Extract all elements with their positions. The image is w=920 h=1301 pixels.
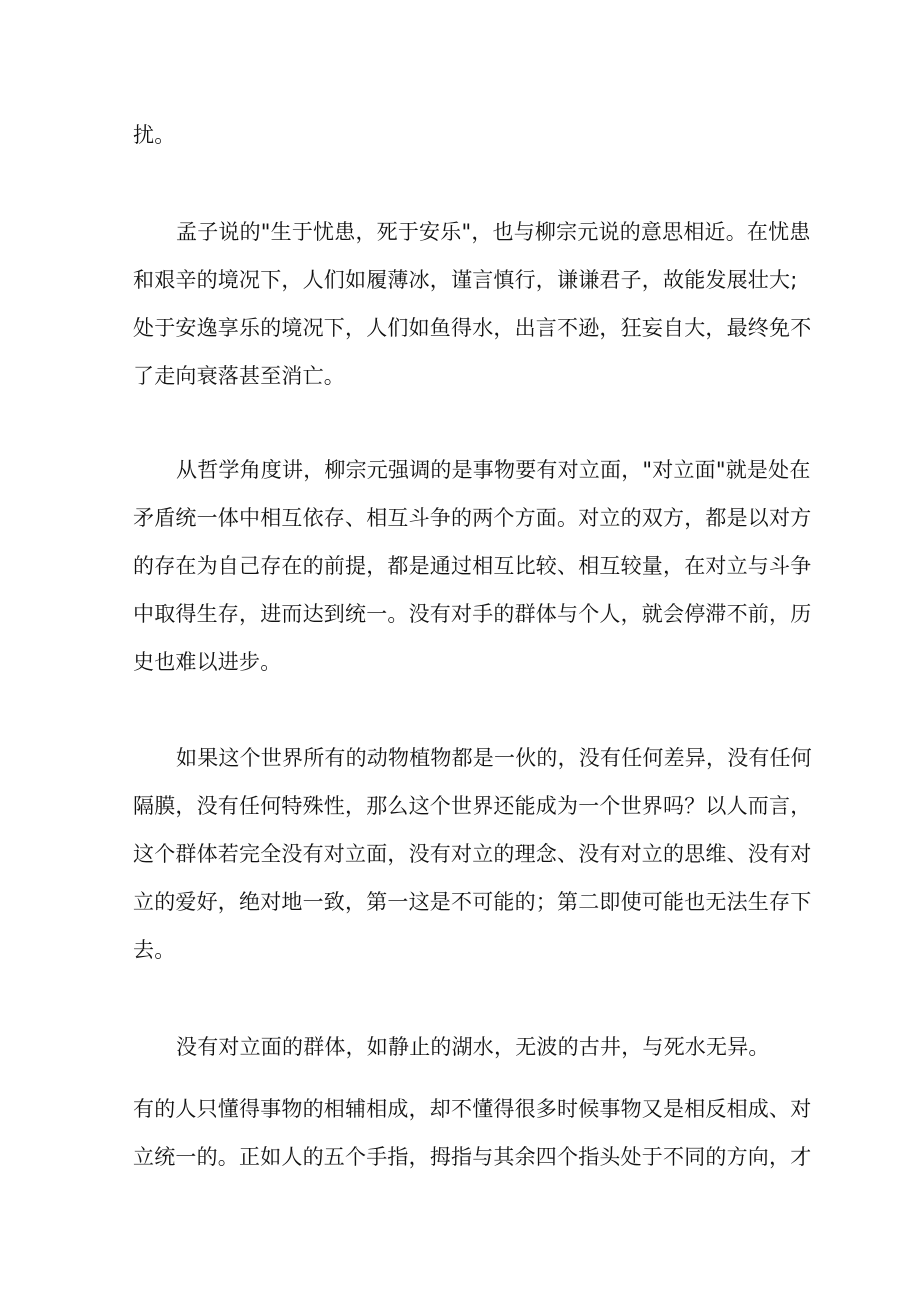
paragraph-line: 孟子说的"生于忧患，死于安乐"，也与柳宗元说的意思相近。在忧患: [176, 220, 811, 244]
paragraph-line: 如果这个世界所有的动物植物都是一伙的，没有任何差异，没有任何: [176, 746, 812, 770]
paragraph-line: 了走向衰落甚至消亡。: [133, 364, 345, 388]
paragraph-line: 史也难以进步。: [133, 650, 282, 674]
paragraph-line: 的存在为自己存在的前提，都是通过相互比较、相互较量，在对立与斗争: [133, 554, 812, 578]
paragraph-line: 从哲学角度讲，柳宗元强调的是事物要有对立面，"对立面"就是处在: [176, 458, 811, 482]
paragraph-line: 有的人只懂得事物的相辅相成，却不懂得很多时候事物又是相反相成、对: [133, 1097, 812, 1121]
paragraph-line: 这个群体若完全没有对立面，没有对立的理念、没有对立的思维、没有对: [133, 842, 812, 866]
paragraph-line: 隔膜，没有任何特殊性，那么这个世界还能成为一个世界吗？以人而言，: [133, 794, 812, 818]
paragraph-line: 立统一的。正如人的五个手指，拇指与其余四个指头处于不同的方向，才: [133, 1145, 812, 1169]
paragraph-line: 处于安逸享乐的境况下，人们如鱼得水，出言不逊，狂妄自大，最终免不: [133, 316, 812, 340]
paragraph-line: 和艰辛的境况下，人们如履薄冰，谨言慎行，谦谦君子，故能发展壮大;: [133, 268, 798, 292]
paragraph-line: 没有对立面的群体，如静止的湖水，无波的古井，与死水无异。: [176, 1035, 770, 1059]
paragraph-line: 中取得生存，进而达到统一。没有对手的群体与个人，就会停滞不前，历: [133, 602, 812, 626]
paragraph-line: 矛盾统一体中相互依存、相互斗争的两个方面。对立的双方，都是以对方: [133, 506, 812, 530]
paragraph-line: 立的爱好，绝对地一致，第一这是不可能的；第二即使可能也无法生存下: [133, 890, 812, 914]
paragraph-line: 扰。: [133, 123, 176, 147]
paragraph-line: 去。: [133, 938, 176, 962]
